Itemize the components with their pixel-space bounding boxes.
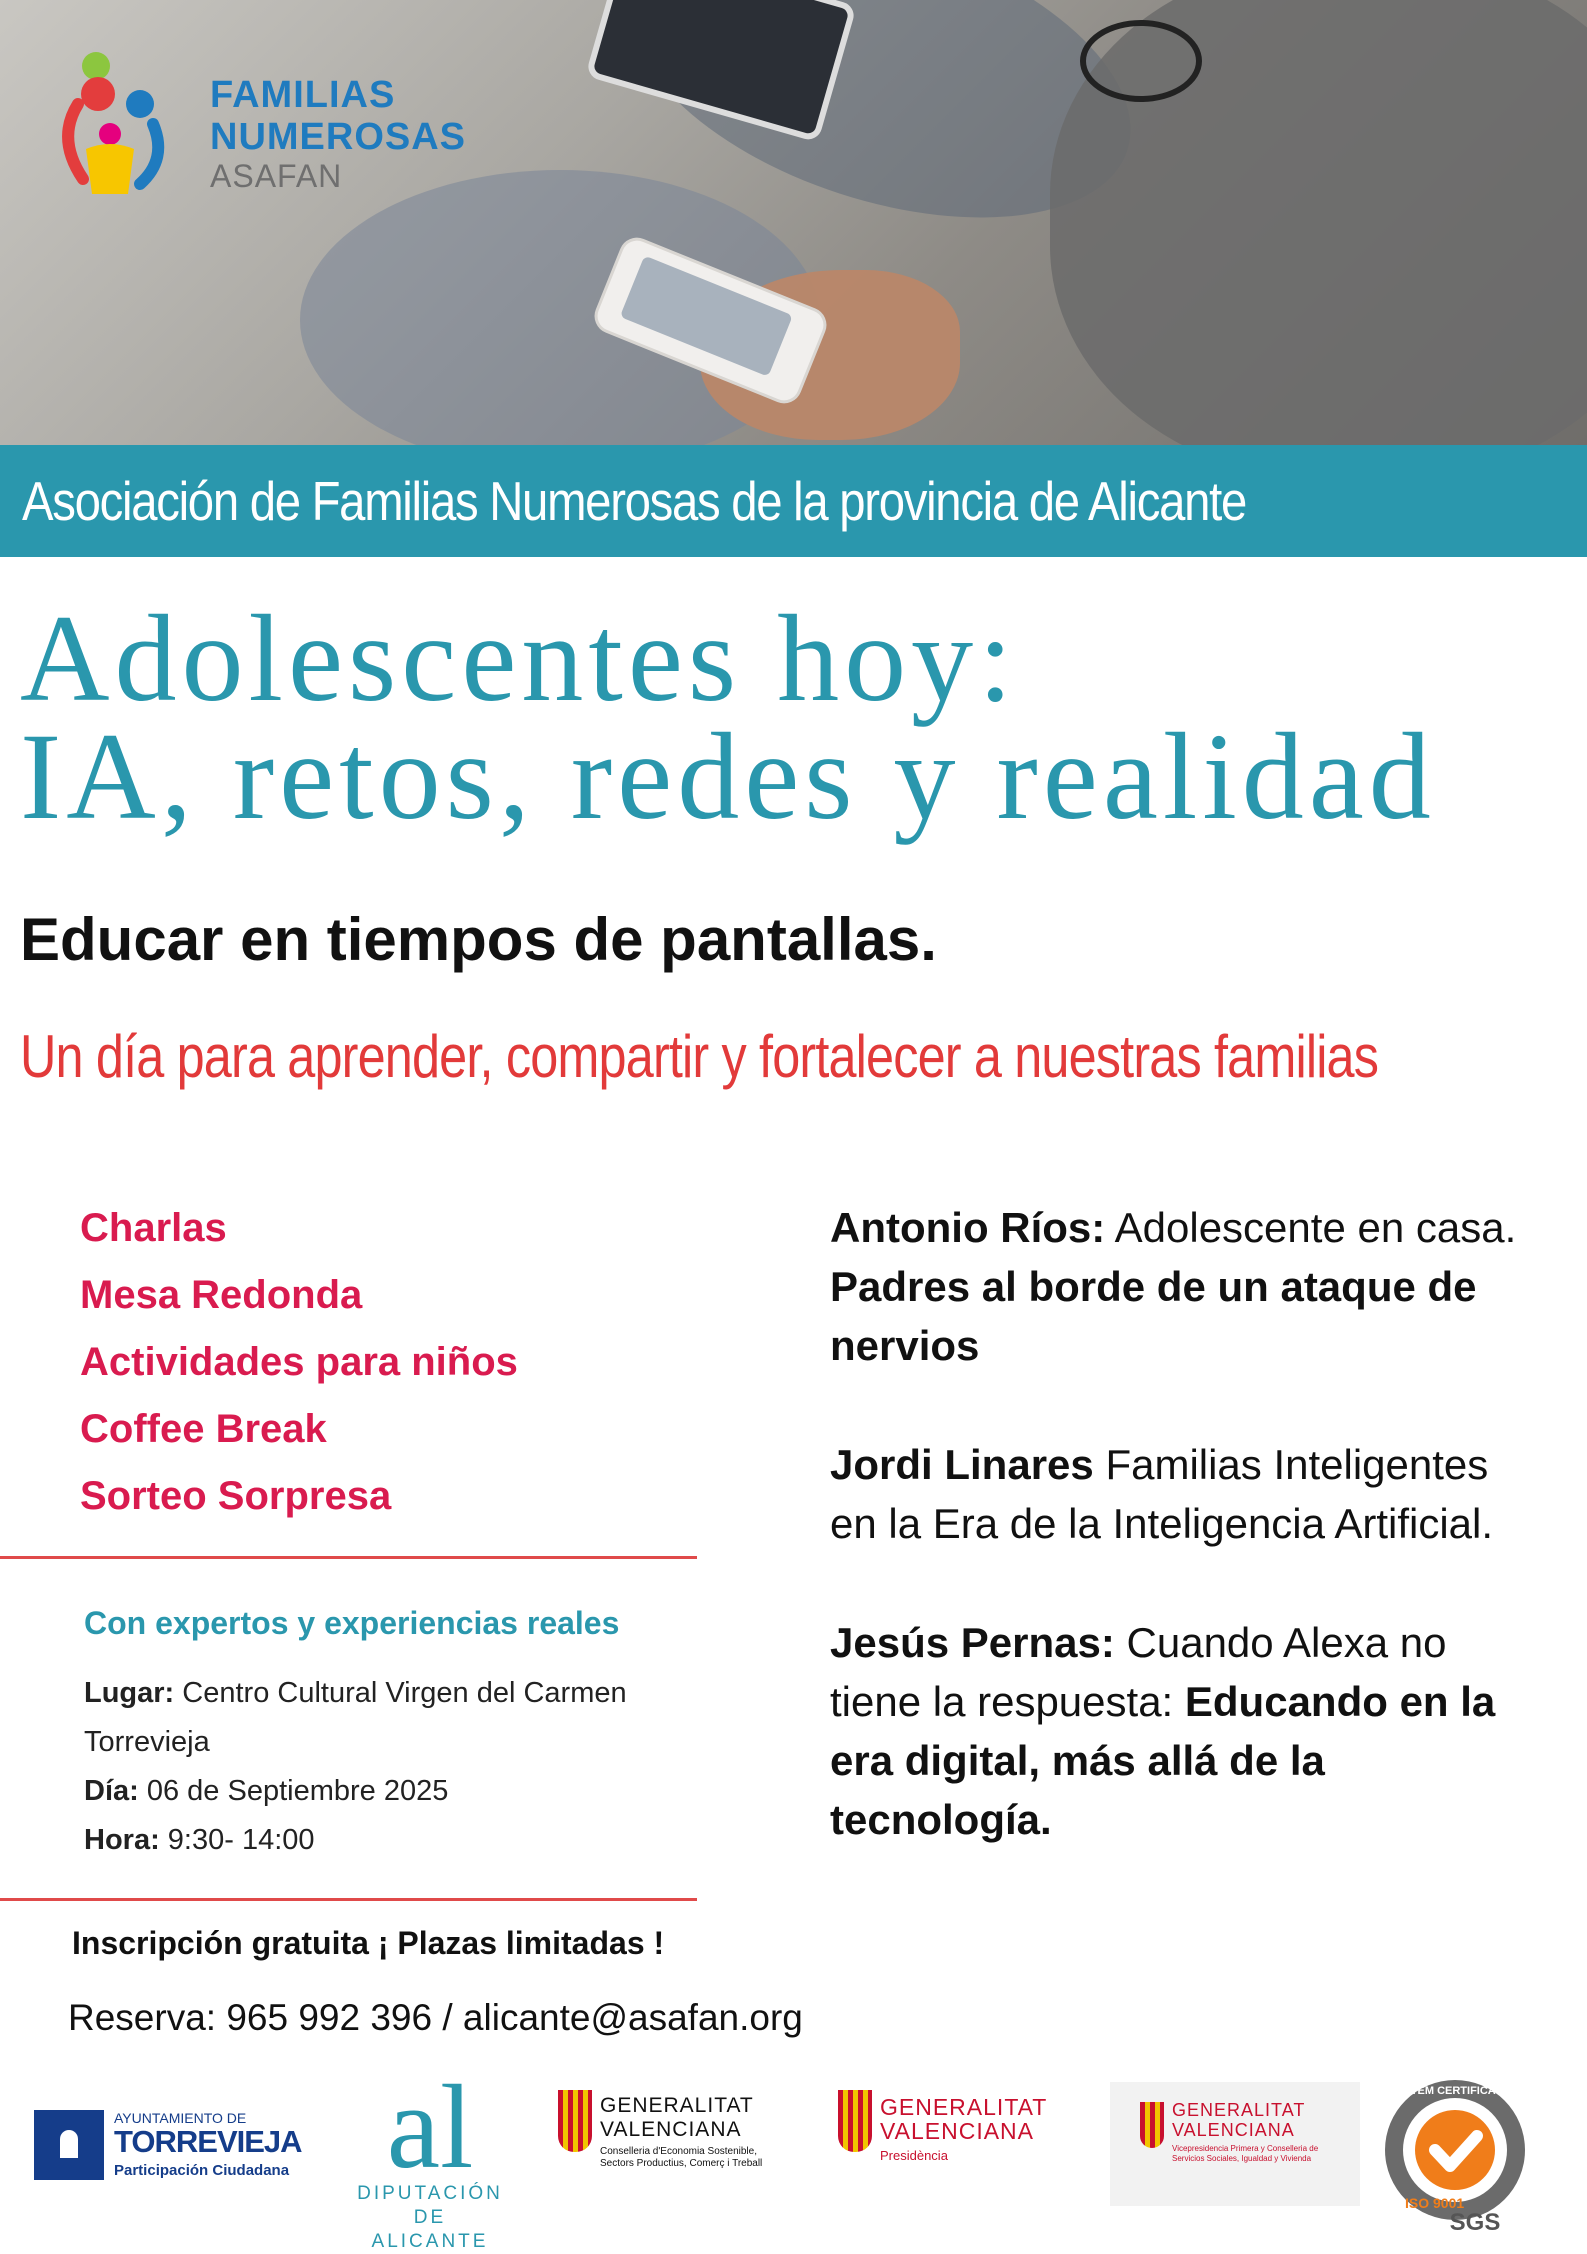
speaker-emphasis: Educando en la era digital, más allá de la tecnología.: [830, 1678, 1496, 1843]
event-subtitle: Educar en tiempos de pantallas.: [20, 906, 937, 973]
gv-line-2: VALENCIANA: [880, 2118, 1035, 2144]
gv-line-1: GENERALITAT: [1172, 2100, 1306, 2120]
logo-line-3: ASAFAN: [210, 158, 343, 194]
gv-sub: Conselleria d'Economia Sostenible, Sectors Productius, Comerç i Treball: [600, 2146, 763, 2169]
place-value: Centro Cultural Virgen del Carmen: [182, 1677, 627, 1709]
activity-item: Coffee Break: [80, 1407, 327, 1451]
speaker-name: Antonio Ríos:: [830, 1204, 1106, 1251]
speaker-topic: Familias Inteligentes en la Era de la Inteligencia Artificial.: [830, 1441, 1494, 1547]
gv-line-1: GENERALITAT: [600, 2094, 754, 2117]
title-line-1: Adolescentes hoy:: [20, 590, 1018, 727]
speaker-topic: Adolescente en casa.: [1114, 1204, 1517, 1251]
generalitat-shield-icon: [838, 2090, 872, 2152]
divider-line: [0, 1556, 697, 1559]
torrevieja-logo[interactable]: [34, 2100, 304, 2190]
day-value: 06 de Septiembre 2025: [146, 1775, 449, 1807]
generalitat-economia-logo[interactable]: [558, 2090, 778, 2210]
diputacion-line-2: DE ALICANTE: [371, 2207, 489, 2252]
gv-line-1: GENERALITAT: [880, 2094, 1048, 2120]
event-tagline: Un día para aprender, compartir y fortalecer a nuestras familias: [20, 1023, 1379, 1090]
speaker-emphasis: Padres al borde de un ataque de nervios: [830, 1263, 1477, 1369]
gv-line-2: VALENCIANA: [600, 2118, 742, 2141]
torrevieja-sub: Participación Ciudadana: [114, 2162, 290, 2179]
gv-line-2: VALENCIANA: [1172, 2120, 1295, 2140]
speaker-name: Jesús Pernas:: [830, 1619, 1115, 1666]
sgs-brand-text: SGS: [1449, 2209, 1501, 2236]
generalitat-presidencia-logo[interactable]: [838, 2090, 1058, 2210]
speakers-list: [830, 1198, 1530, 1909]
diputacion-mark: al: [386, 2060, 474, 2193]
day-label: Día:: [84, 1775, 139, 1807]
divider-line: [0, 1898, 697, 1901]
experts-heading: Con expertos y experiencias reales: [84, 1605, 620, 1641]
speaker-item: [830, 1198, 1530, 1375]
place-label: Lugar:: [84, 1677, 175, 1709]
sponsor-logos: [0, 2060, 1587, 2252]
association-name: Asociación de Familias Numerosas de la provincia de Alicante: [22, 470, 1247, 532]
activity-item: Sorteo Sorpresa: [80, 1474, 392, 1518]
generalitat-social-logo[interactable]: [1110, 2082, 1360, 2206]
iso-certification-icon: [1375, 2068, 1535, 2238]
torrevieja-name: TORREVIEJA: [114, 2124, 302, 2159]
tower-icon: [34, 2110, 104, 2180]
torrevieja-small: AYUNTAMIENTO DE: [114, 2110, 247, 2126]
speaker-item: [830, 1435, 1530, 1553]
time-value: 9:30- 14:00: [167, 1824, 315, 1856]
logo-line-1: FAMILIAS: [210, 74, 396, 116]
speaker-name: Jordi Linares: [830, 1441, 1094, 1488]
diputacion-line-1: DIPUTACIÓN: [357, 2183, 503, 2204]
hero-photo: [0, 0, 1587, 445]
iso-certification-logo[interactable]: [1375, 2068, 1535, 2238]
glasses-illustration: [1080, 20, 1202, 102]
generalitat-shield-icon: [558, 2090, 592, 2152]
activities-list: [80, 1195, 518, 1530]
generalitat-shield-icon: [1140, 2102, 1164, 2148]
time-label: Hora:: [84, 1824, 160, 1856]
family-logo-icon: [48, 44, 178, 199]
reservation-contact[interactable]: Reserva: 965 992 396 / alicante@asafan.org: [68, 1997, 803, 2038]
speaker-topic: Cuando Alexa no tiene la respuesta:: [830, 1619, 1447, 1725]
gv-sub: Vicepresidencia Primera y Conselleria de Servicios Sociales, Igualdad y Vivienda: [1172, 2144, 1319, 2163]
title-line-2: IA, retos, redes y realidad: [20, 708, 1436, 845]
iso-code-text: ISO 9001: [1405, 2195, 1465, 2211]
speaker-item: [830, 1613, 1530, 1849]
activity-item: Mesa Redonda: [80, 1273, 363, 1317]
asafan-logo[interactable]: [48, 44, 508, 204]
logo-line-2: NUMEROSAS: [210, 116, 467, 158]
activity-item: Charlas: [80, 1206, 227, 1250]
event-title: [20, 590, 1436, 845]
registration-note: Inscripción gratuita ¡ Plazas limitadas !: [72, 1925, 665, 1961]
association-band: [0, 445, 1587, 557]
place-city: Torrevieja: [84, 1726, 210, 1758]
iso-ring-text: SYSTEM CERTIFICATION: [1388, 2085, 1522, 2097]
event-details: [84, 1669, 627, 1865]
activity-item: Actividades para niños: [80, 1340, 518, 1384]
gv-sub: Presidència: [880, 2148, 948, 2163]
diputacion-logo[interactable]: [355, 2060, 505, 2252]
